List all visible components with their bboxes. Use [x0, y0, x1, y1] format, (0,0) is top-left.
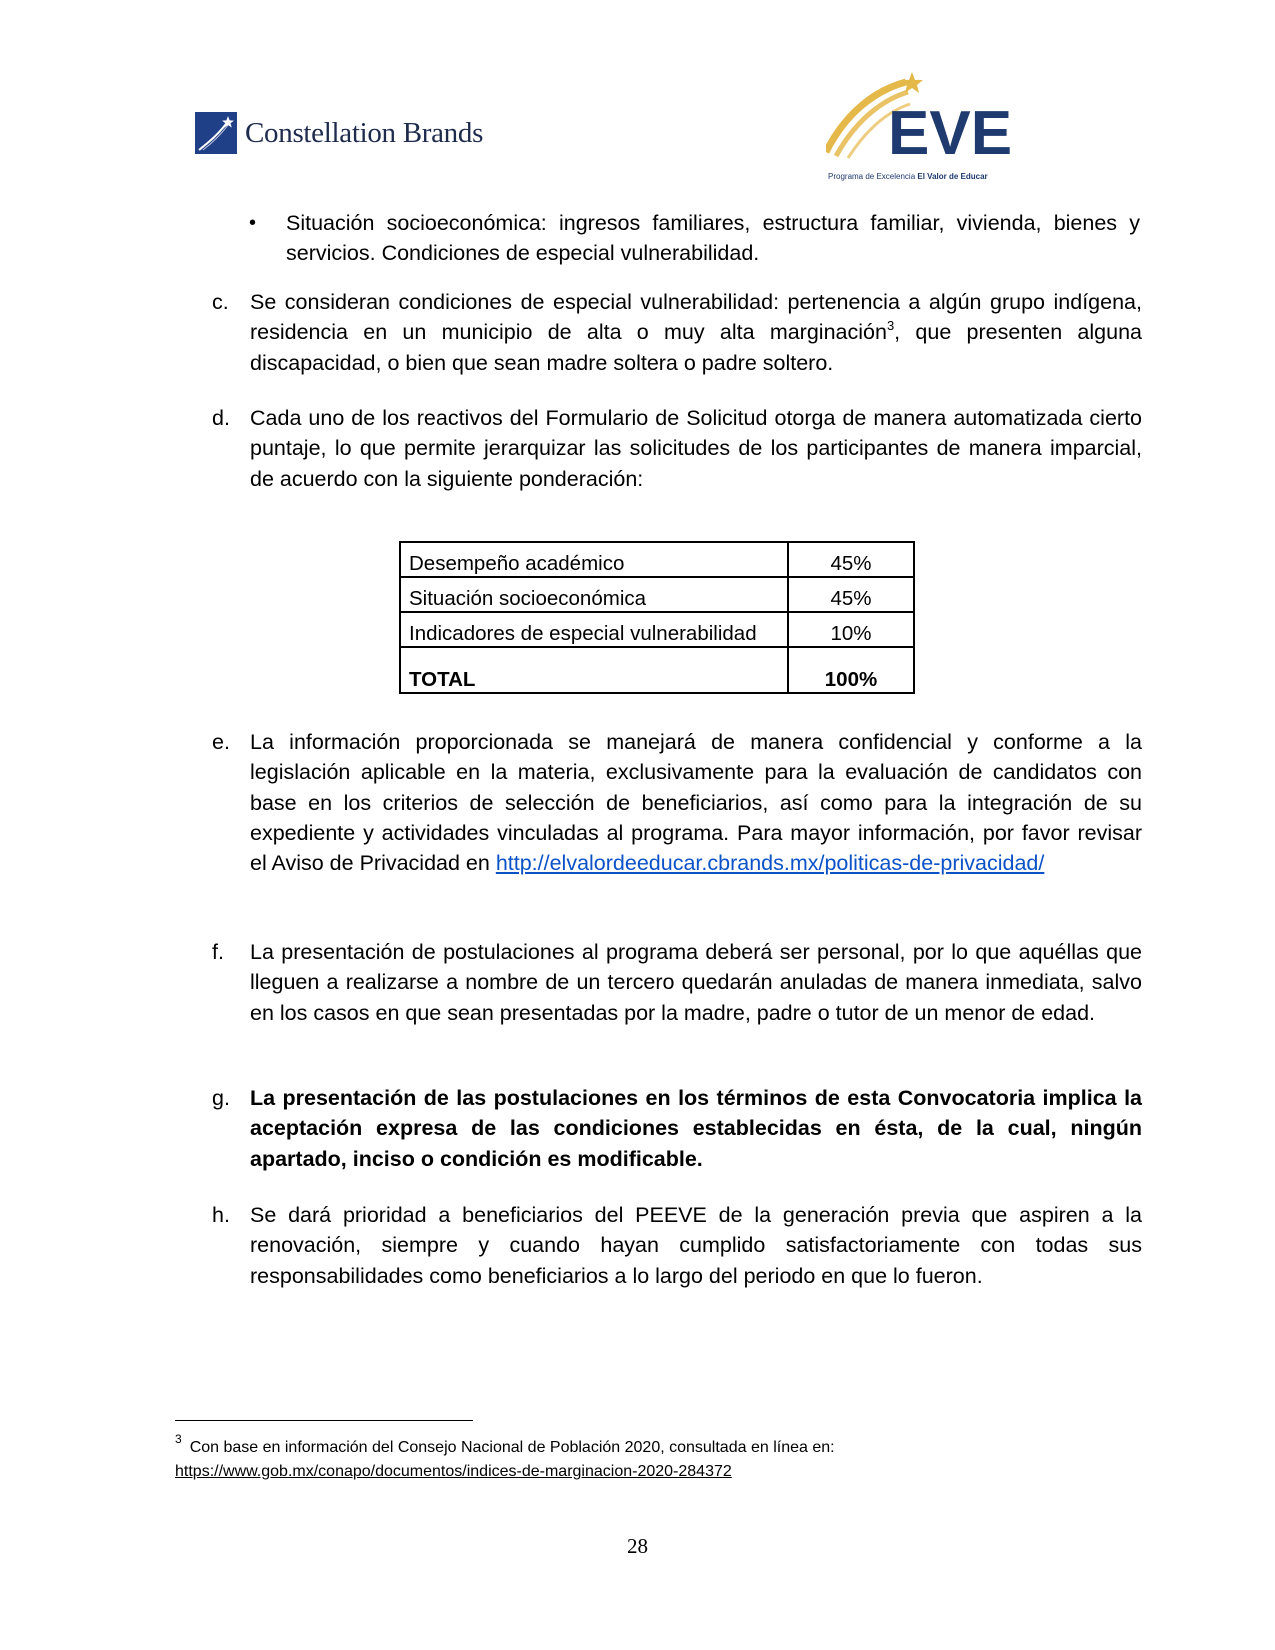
- weights-table: [399, 541, 915, 694]
- item-c-text: Se consideran condiciones de especial vulnerabilidad: pertenencia a algún grupo indígena, residencia en un municipio de alta o muy alta marginación$^3$, que presenten alguna discapacidad, o bien que sean madre soltera o padre soltero.: [250, 290, 1142, 375]
- footnote-ref: 3: [886, 318, 895, 334]
- item-label: c.: [212, 290, 229, 314]
- table-cell-weight: 10%: [788, 612, 914, 647]
- table-row: [400, 612, 914, 647]
- item-e: [212, 727, 1142, 878]
- table-row: [400, 542, 914, 577]
- bullet-marker: •: [249, 212, 257, 234]
- item-c: [212, 287, 1142, 378]
- item-h-text: Se dará prioridad a beneficiarios del PEEVE de la generación previa que aspiren a la renovación, siempre y cuando hayan cumplido satisfactoriamente con todas sus responsabilidades como beneficiarios a lo largo del periodo en que lo fueron.: [250, 1203, 1142, 1288]
- company-name: Constellation Brands: [245, 116, 484, 149]
- item-g-text: La presentación de las postulaciones en los términos de esta Convocatoria implica la aceptación expresa de las condiciones establecidas en ésta, de la cual, ningún apartado, inciso o condición es modificable.: [250, 1086, 1142, 1171]
- item-f: [212, 937, 1142, 1028]
- table-cell-criterion: Indicadores de especial vulnerabilidad: [400, 612, 788, 647]
- item-f-text: La presentación de postulaciones al programa deberá ser personal, por lo que aquéllas que lleguen a realizarse a nombre de un tercero quedarán anuladas de manera inmediata, salvo en los casos en que sean presentadas por la madre, padre o tutor de un menor de edad.: [250, 940, 1142, 1025]
- item-label: h.: [212, 1203, 230, 1227]
- bullet-socioeconomic: Situación socioeconómica: ingresos familiares, estructura familiar, vivienda, bienes y servicios. Condiciones de especial vulnerabilidad.: [286, 211, 1140, 266]
- item-d-text: Cada uno de los reactivos del Formulario de Solicitud otorga de manera automatizada cierto puntaje, lo que permite jerarquizar las solicitudes de los participantes de manera imparcial, de acuerdo con la siguiente ponderación:: [250, 406, 1142, 491]
- footnote-number: 3: [175, 1431, 182, 1446]
- item-label: f.: [212, 940, 224, 964]
- footnote-link[interactable]: https://www.gob.mx/conapo/documentos/indices-de-marginacion-2020-284372: [175, 1463, 732, 1480]
- page-number: 28: [627, 1534, 648, 1558]
- table-row: [400, 577, 914, 612]
- item-label: e.: [212, 730, 230, 754]
- privacy-notice-link[interactable]: http://elvalordeeducar.cbrands.mx/politicas-de-privacidad/: [495, 851, 1045, 876]
- eve-wordmark: EVE: [888, 99, 1013, 168]
- table-cell-criterion: Desempeño académico: [400, 542, 788, 577]
- eve-logo: [826, 72, 1026, 187]
- table-cell-weight: 45%: [788, 577, 914, 612]
- item-e-text: La información proporcionada se manejará de manera confidencial y conforme a la legislación aplicable en la materia, exclusivamente para la evaluación de candidatos con base en los criterios de selección de beneficiarios, así como para la integración de su expediente y actividades vinculadas al programa. Para mayor información, por favor revisar el Aviso de Privacidad en http://elvalordeeducar.cbrands.mx/politicas-de-privacidad/: [250, 730, 1142, 876]
- item-d: [212, 403, 1142, 494]
- constellation-brands-logo: [195, 112, 483, 154]
- table-cell-weight: 45%: [788, 542, 914, 577]
- footnote-divider: [175, 1420, 473, 1421]
- eve-tagline: Programa de Excelencia El Valor de Educar: [828, 172, 988, 181]
- item-label: g.: [212, 1086, 230, 1110]
- footnote-text: Con base en información del Consejo Nacional de Población 2020, consultada en línea en:: [189, 1439, 835, 1456]
- table-cell-criterion: Situación socioeconómica: [400, 577, 788, 612]
- item-h: [212, 1200, 1142, 1291]
- footnote: [175, 1431, 835, 1484]
- table-total-weight: 100%: [788, 647, 914, 693]
- eve-shooting-star-icon: [826, 72, 1026, 170]
- constellation-star-icon: [195, 112, 237, 154]
- item-g: [212, 1083, 1142, 1174]
- table-total-row: [400, 647, 914, 693]
- table-total-label: TOTAL: [400, 647, 788, 693]
- item-label: d.: [212, 406, 230, 430]
